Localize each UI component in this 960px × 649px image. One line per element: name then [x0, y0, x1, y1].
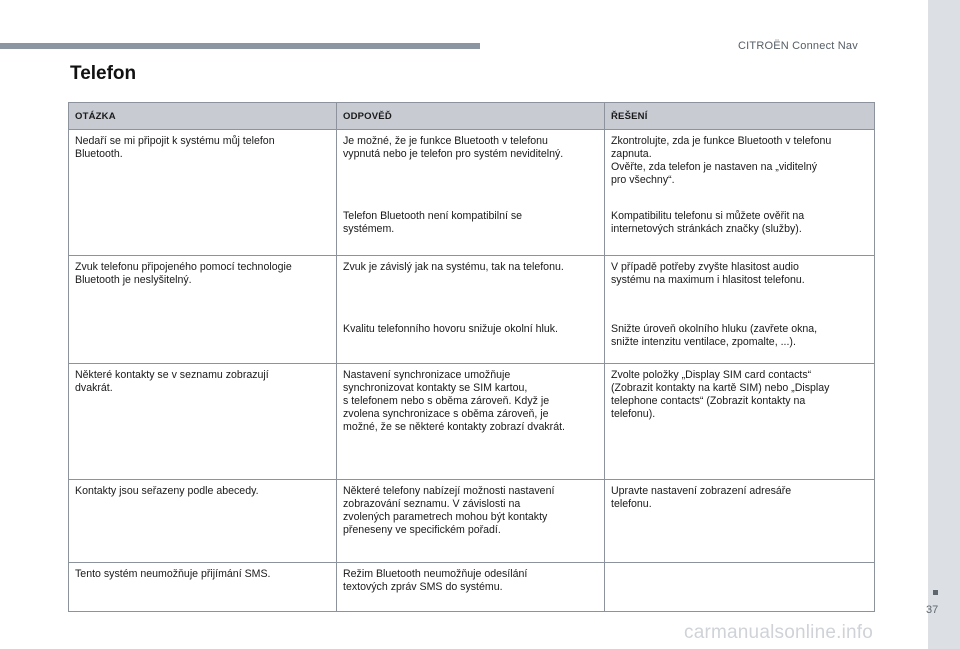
table-row [69, 256, 875, 319]
solution-cell: Snižte úroveň okolního hluku (zavřete okna, snižte intenzitu ventilace, zpomalte, ...). [605, 318, 875, 364]
table-row [69, 480, 875, 563]
solution-cell: V případě potřeby zvyšte hlasitost audio systému na maximum i hlasitost telefonu. [605, 256, 875, 319]
solution-cell: Zkontrolujte, zda je funkce Bluetooth v telefonu zapnuta. Ověřte, zda telefon je nastaven na „viditelný pro všechny“. [605, 130, 875, 206]
page-sidebar [928, 0, 960, 649]
answer-cell: Je možné, že je funkce Bluetooth v telefonu vypnutá nebo je telefon pro systém neviditelný. [337, 130, 605, 206]
answer-cell: Telefon Bluetooth není kompatibilní se systémem. [337, 205, 605, 256]
table-row [69, 130, 875, 206]
brand-label: CITROËN Connect Nav [738, 40, 858, 52]
table-row [69, 364, 875, 480]
header-question: OTÁZKA [69, 103, 337, 130]
page-marker-icon [933, 590, 938, 595]
watermark-text: carmanualsonline.info [684, 622, 874, 643]
page-number: 37 [926, 604, 939, 616]
answer-cell: Některé telefony nabízejí možnosti nastavení zobrazování seznamu. V závislosti na zvolených parametrech mohou být kontakty přeneseny ve specifickém pořadí. [337, 480, 605, 563]
table-header-row [69, 103, 875, 130]
troubleshooting-table [68, 102, 875, 612]
answer-cell: Nastavení synchronizace umožňuje synchronizovat kontakty se SIM kartou, s telefonem nebo s oběma zároveň. Když je zvolena synchronizace s oběma zároveň, je možné, že se některé kontakty zobrazí dvakrát. [337, 364, 605, 480]
header-answer: ODPOVĚĎ [337, 103, 605, 130]
question-cell: Nedaří se mi připojit k systému můj telefon Bluetooth. [69, 130, 337, 256]
question-cell: Tento systém neumožňuje přijímání SMS. [69, 563, 337, 612]
answer-cell: Režim Bluetooth neumožňuje odesílání textových zpráv SMS do systému. [337, 563, 605, 612]
solution-cell: Kompatibilitu telefonu si můžete ověřit na internetových stránkách značky (služby). [605, 205, 875, 256]
question-cell: Některé kontakty se v seznamu zobrazují dvakrát. [69, 364, 337, 480]
header-rule [0, 43, 480, 49]
page-title: Telefon [70, 63, 137, 84]
solution-cell: Upravte nastavení zobrazení adresáře telefonu. [605, 480, 875, 563]
solution-cell [605, 563, 875, 612]
answer-cell: Zvuk je závislý jak na systému, tak na telefonu. [337, 256, 605, 319]
question-cell: Zvuk telefonu připojeného pomocí technologie Bluetooth je neslyšitelný. [69, 256, 337, 364]
answer-cell: Kvalitu telefonního hovoru snižuje okolní hluk. [337, 318, 605, 364]
question-cell: Kontakty jsou seřazeny podle abecedy. [69, 480, 337, 563]
header-solution: ŘEŠENÍ [605, 103, 875, 130]
solution-cell: Zvolte položky „Display SIM card contacts“ (Zobrazit kontakty na kartě SIM) nebo „Display telephone contacts“ (Zobrazit kontakty na telefonu). [605, 364, 875, 480]
table-row [69, 563, 875, 612]
